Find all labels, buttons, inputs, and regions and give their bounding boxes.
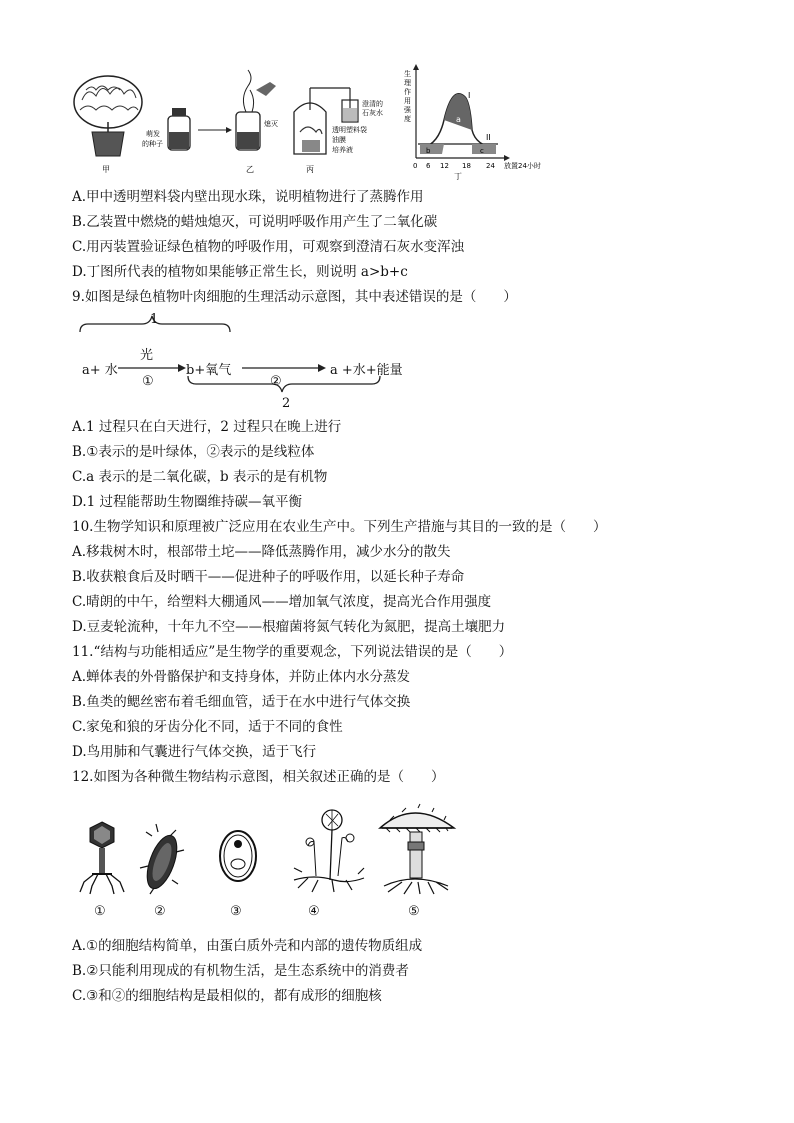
q9-option-d: D.1 过程能帮助生物圈维持碳—氧平衡 <box>72 494 303 510</box>
microbe-label-5: ⑤ <box>408 904 420 919</box>
region-b-label: b <box>426 147 431 155</box>
q11-stem: 11.“结构与功能相适应”是生物学的重要观念，下列说法错误的是（ ） <box>72 644 513 660</box>
reactants-left: a+ 水 <box>82 363 118 378</box>
yeast-illustration <box>220 831 256 881</box>
tick-24: 24 <box>486 162 495 170</box>
q9-option-c: C.a 表示的是二氧化碳，b 表示的是有机物 <box>72 469 328 485</box>
q9-option-a: A.1 过程只在白天进行，2 过程只在晚上进行 <box>72 419 342 435</box>
tick-18: 18 <box>462 162 471 170</box>
q8-option-b: B.乙装置中燃烧的蜡烛熄灭，可说明呼吸作用产生了二氧化碳 <box>72 214 438 230</box>
process-1-label: 1 <box>150 312 159 327</box>
q12-stem: 12.如图为各种微生物结构示意图，相关叙述正确的是（ ） <box>72 769 445 785</box>
q8-option-c: C.用丙装置验证绿色植物的呼吸作用，可观察到澄清石灰水变浑浊 <box>72 239 465 255</box>
mold-illustration <box>294 810 364 892</box>
q9-option-b: B.①表示的是叶绿体，②表示的是线粒体 <box>72 444 315 460</box>
yi-candle-bottle <box>236 70 276 150</box>
circle-1-label: ① <box>142 374 154 389</box>
q10-option-b: B.收获粮食后及时晒干——促进种子的呼吸作用，以延长种子寿命 <box>72 569 465 585</box>
microbe-label-4: ④ <box>308 904 320 919</box>
microbe-label-3: ③ <box>230 904 242 919</box>
q8-option-a: A.甲中透明塑料袋内壁出现水珠，说明植物进行了蒸腾作用 <box>72 189 424 205</box>
region-c-label: c <box>480 147 484 155</box>
y-axis-char-3: 作 <box>404 88 411 96</box>
light-label: 光 <box>140 348 154 363</box>
bing-apparatus <box>294 88 358 154</box>
solution-label: 培养液 <box>332 146 353 154</box>
q8-figure <box>66 60 541 181</box>
y-axis-char-1: 生 <box>404 70 411 78</box>
q12-option-c: C.③和②的细胞结构是最相似的，都有成形的细胞核 <box>72 988 382 1004</box>
circle-2-label: ② <box>270 374 282 389</box>
tick-6: 6 <box>426 162 431 170</box>
oil-label: 油膜 <box>332 136 346 144</box>
q10-option-c: C.晴朗的中午，给塑料大棚通风——增加氧气浓度，提高光合作用强度 <box>72 594 492 610</box>
y-axis-char-4: 用 <box>404 97 411 105</box>
extinguish-label: 熄灭 <box>264 120 278 128</box>
q10-option-a: A.移栽树木时，根部带土坨——降低蒸腾作用，减少水分的散失 <box>72 544 451 560</box>
q10-option-d: D.豆麦轮流种，十年九不空——根瘤菌将氮气转化为氮肥，提高土壤肥力 <box>72 619 506 635</box>
q11-option-b: B.鱼类的鳃丝密布着毛细血管，适于在水中进行气体交换 <box>72 694 411 710</box>
region-a-label: a <box>456 115 461 124</box>
tick-0: 0 <box>413 162 418 170</box>
yi-seed-bottle <box>168 108 190 150</box>
q8-figure-drawing <box>66 60 541 181</box>
tick-12: 12 <box>440 162 449 170</box>
q9-stem: 9.如图是绿色植物叶肉细胞的生理活动示意图，其中表述错误的是（ ） <box>72 289 517 305</box>
curve-2-label: II <box>486 133 491 142</box>
mushroom-illustration <box>380 804 454 894</box>
ding-label: 丁 <box>454 172 462 181</box>
bacterium-illustration <box>140 824 184 894</box>
brace-2 <box>188 376 380 392</box>
microbe-label-1: ① <box>94 904 106 919</box>
bacteriophage-illustration <box>80 822 124 894</box>
q12-option-a: A.①的细胞结构简单，由蛋白质外壳和内部的遗传物质组成 <box>72 938 423 954</box>
seeds-label-1: 萌发 <box>146 130 160 138</box>
seeds-label-2: 的种子 <box>142 140 163 148</box>
process-2-label: 2 <box>282 396 291 411</box>
q12-figure <box>72 796 472 926</box>
y-axis-char-6: 度 <box>404 115 411 123</box>
microbe-label-2: ② <box>154 904 166 919</box>
q9-figure <box>72 310 412 415</box>
limewater-label-2: 石灰水 <box>362 109 383 117</box>
y-axis-char-5: 强 <box>404 106 411 114</box>
jia-label: 甲 <box>102 165 110 174</box>
q11-option-a: A.蝉体表的外骨骼保护和支持身体，并防止体内水分蒸发 <box>72 669 411 685</box>
q12-option-b: B.②只能利用现成的有机物生活，是生态系统中的消费者 <box>72 963 409 979</box>
x-axis-label: 放置24小时 <box>504 162 541 170</box>
products-middle: b+氧气 <box>186 363 232 378</box>
curve-1-label: I <box>468 91 471 100</box>
y-axis-char-2: 理 <box>404 79 411 87</box>
yi-label: 乙 <box>246 165 254 174</box>
bag-label: 透明塑料袋 <box>332 126 367 134</box>
q11-option-c: C.家兔和狼的牙齿分化不同，适于不同的食性 <box>72 719 343 735</box>
bing-label: 丙 <box>306 165 314 174</box>
q10-stem: 10.生物学知识和原理被广泛应用在农业生产中。下列生产措施与其目的一致的是（ ） <box>72 519 607 535</box>
limewater-label-1: 澄清的 <box>362 100 383 108</box>
q8-option-d: D.丁图所代表的植物如果能够正常生长，则说明 a>b+c <box>72 264 408 280</box>
products-right: a +水+能量 <box>330 363 403 378</box>
jia-plant-illustration <box>74 76 142 156</box>
q11-option-d: D.鸟用肺和气囊进行气体交换，适于飞行 <box>72 744 317 760</box>
